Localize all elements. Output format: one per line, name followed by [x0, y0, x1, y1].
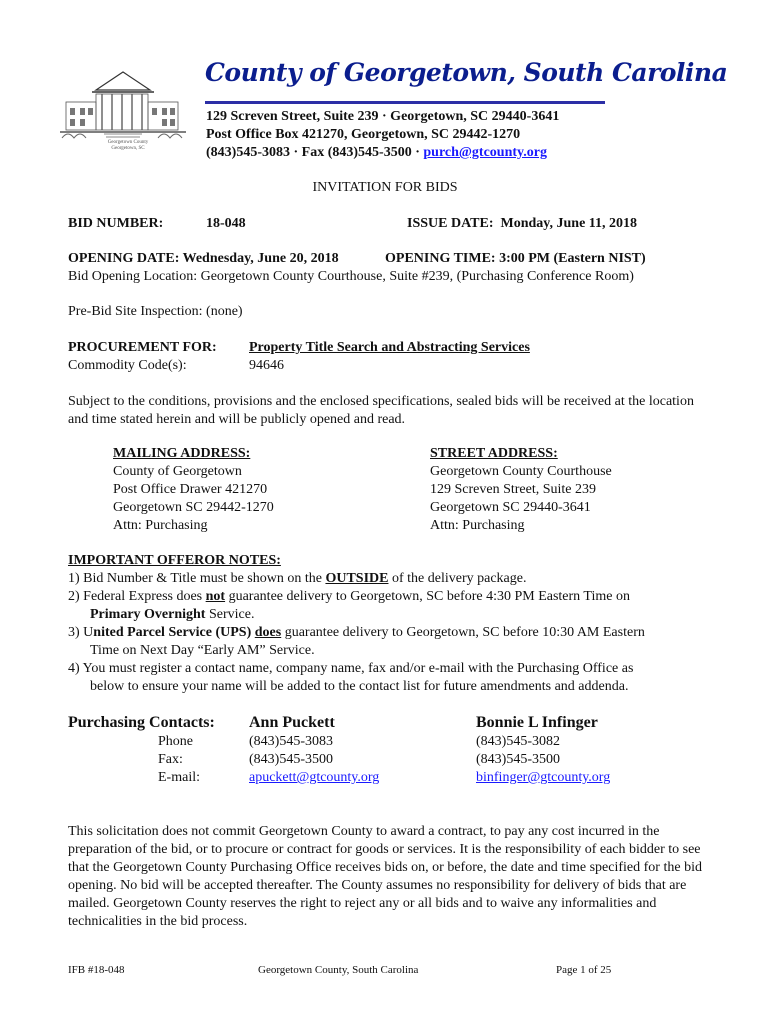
- footer-page-number: Page 1 of 25: [556, 964, 612, 976]
- contact-name-1: Ann Puckett: [249, 714, 335, 731]
- courthouse-logo: [58, 68, 188, 156]
- disclaimer-paragraph: This solicitation does not commit Georgetown County to award a contract, to pay any cost incurred in the preparation of the bid, or to procure or contract for goods or services. It is the responsibility of each bidder to see that the Georgetown County Purchasing Office receives bids on, or before, the date and time specified for the bid opening. No bid will be accepted thereafter. The County assumes no responsibility for delivery of bids that are mailed. Georgetown County reserves the right to reject any or all bids and to waive any informalities and technicalities in the bid process.: [68, 824, 702, 929]
- mailing-line: Post Office Drawer 421270: [113, 482, 268, 497]
- fax-label: Fax:: [158, 752, 183, 767]
- contact-2-email-link[interactable]: binfinger@gtcounty.org: [476, 770, 611, 785]
- subject-paragraph: Subject to the conditions, provisions and the enclosed specifications, sealed bids will be received at the location and time stated herein and will be publicly opened and read.: [68, 394, 694, 427]
- contacts-heading: Purchasing Contacts:: [68, 714, 215, 731]
- note-3: [68, 625, 645, 641]
- issue-date-value: Monday, June 11, 2018: [500, 216, 638, 231]
- title-rule: [205, 101, 605, 104]
- note-4: 4) You must register a contact name, company name, fax and/or e-mail with the Purchasing Office as: [68, 661, 634, 676]
- note-3-cont: Time on Next Day “Early AM” Service.: [90, 643, 315, 658]
- street-address-line: 129 Screven Street, Suite 239 · Georgetown, SC 29440-3641: [206, 109, 560, 124]
- bid-number-value: 18-048: [206, 216, 246, 231]
- issue-date-label: ISSUE DATE:: [407, 216, 494, 231]
- county-title: County of Georgetown, South Carolina: [205, 58, 728, 87]
- phone-label: Phone: [158, 734, 193, 749]
- procurement-label: PROCUREMENT FOR:: [68, 340, 217, 355]
- street-line: Georgetown County Courthouse: [430, 464, 612, 479]
- bid-number-label: BID NUMBER:: [68, 216, 164, 231]
- doc-title: INVITATION FOR BIDS: [312, 180, 458, 195]
- mailing-line: Attn: Purchasing: [113, 518, 208, 533]
- phone-fax-line: [206, 145, 547, 161]
- prebid-inspection: Pre-Bid Site Inspection: (none): [68, 304, 243, 319]
- issue-date: [407, 216, 637, 232]
- footer-county: Georgetown County, South Carolina: [258, 964, 419, 976]
- note-2-cont: [90, 607, 254, 623]
- street-line: 129 Screven Street, Suite 239: [430, 482, 597, 497]
- bid-opening-location: Bid Opening Location: Georgetown County Courthouse, Suite #239, (Purchasing Conference Room): [68, 269, 634, 284]
- note-4-cont: below to ensure your name will be added to the contact list for future amendments and addenda.: [90, 679, 629, 694]
- note-emphasis: nited Parcel Service (UPS): [93, 625, 255, 640]
- note-1: [68, 571, 526, 587]
- mailing-address-heading: MAILING ADDRESS:: [113, 446, 251, 461]
- contact-1-phone: (843)545-3083: [249, 734, 333, 749]
- contact-2-phone: (843)545-3082: [476, 734, 560, 749]
- opening-date: OPENING DATE: Wednesday, June 20, 2018: [68, 251, 339, 266]
- po-box-line: Post Office Box 421270, Georgetown, SC 29442-1270: [206, 127, 521, 142]
- note-text: 1) Bid Number & Title must be shown on the: [68, 571, 326, 586]
- note-emphasis: Primary Overnight: [90, 607, 206, 622]
- note-text: guarantee delivery to Georgetown, SC before 4:30 PM Eastern Time on: [225, 589, 630, 604]
- phone-fax-text: (843)545-3083 · Fax (843)545-3500 ·: [206, 145, 424, 160]
- email-label: E-mail:: [158, 770, 200, 785]
- note-text: 3) U: [68, 625, 94, 640]
- notes-heading: IMPORTANT OFFEROR NOTES:: [68, 553, 281, 568]
- contact-1-email-link[interactable]: apuckett@gtcounty.org: [249, 770, 380, 785]
- note-emphasis: does: [254, 625, 282, 640]
- note-text: guarantee delivery to Georgetown, SC before 10:30 AM Eastern: [281, 625, 645, 640]
- street-line: Georgetown SC 29440-3641: [430, 500, 591, 515]
- contact-1-fax: (843)545-3500: [249, 752, 333, 767]
- contact-2-fax: (843)545-3500: [476, 752, 560, 767]
- opening-time: OPENING TIME: 3:00 PM (Eastern NIST): [385, 251, 646, 266]
- note-text: of the delivery package.: [388, 571, 527, 586]
- note-emphasis: OUTSIDE: [325, 571, 389, 586]
- street-line: Attn: Purchasing: [430, 518, 525, 533]
- note-text: 2) Federal Express does: [68, 589, 206, 604]
- contact-name-2: Bonnie L Infinger: [476, 714, 598, 731]
- note-text: Service.: [205, 607, 255, 622]
- mailing-line: County of Georgetown: [113, 464, 242, 479]
- footer-ifb-number: IFB #18-048: [68, 964, 125, 976]
- commodity-code: 94646: [249, 358, 284, 373]
- procurement-title: Property Title Search and Abstracting Services: [249, 340, 530, 355]
- mailing-line: Georgetown SC 29442-1270: [113, 500, 274, 515]
- street-address-heading: STREET ADDRESS:: [430, 446, 558, 461]
- purchasing-email-link[interactable]: purch@gtcounty.org: [423, 145, 547, 160]
- logo-caption: Georgetown County Georgetown, SC: [107, 140, 149, 151]
- commodity-label: Commodity Code(s):: [68, 358, 187, 373]
- note-2: [68, 589, 630, 605]
- note-emphasis: not: [205, 589, 226, 604]
